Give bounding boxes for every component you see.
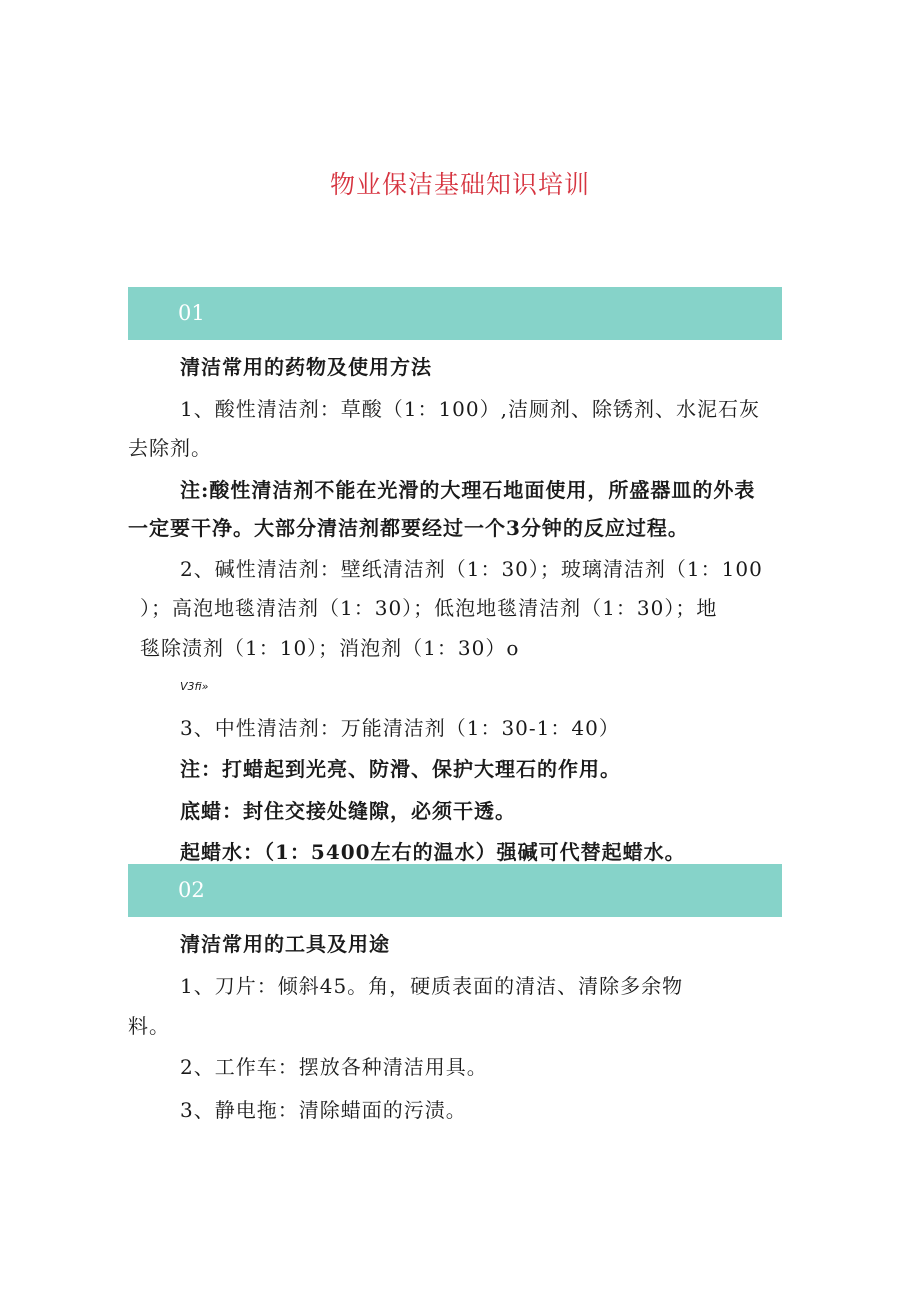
paragraph-line: 2、工作车：摆放各种清洁用具。 — [180, 1055, 488, 1079]
note-line: 注：打蜡起到光亮、防滑、保护大理石的作用。 — [180, 757, 621, 781]
note-line: 一定要干净。大部分清洁剂都要经过一个3分钟的反应过程。 — [128, 516, 689, 540]
section-number: 02 — [178, 878, 205, 902]
note-line: 底蜡：封住交接处缝隙，必须干透。 — [180, 799, 516, 823]
paragraph-line: 毯除渍剂（1：10）；消泡剂（1：30）o — [140, 636, 520, 660]
section-heading: 清洁常用的药物及使用方法 — [180, 355, 432, 379]
paragraph-line: 2、碱性清洁剂：壁纸清洁剂（1：30）；玻璃清洁剂（1：100 — [180, 557, 763, 581]
paragraph-line: 料。 — [128, 1014, 170, 1038]
section-number: 01 — [178, 301, 205, 325]
paragraph-line: ）；高泡地毯清洁剂（1：30）；低泡地毯清洁剂（1：30）；地 — [140, 596, 718, 620]
section-bar-01 — [128, 287, 782, 340]
paragraph-line: 1、刀片：倾斜45。角，硬质表面的清洁、清除多余物 — [180, 974, 684, 998]
document-title: 物业保洁基础知识培训 — [329, 170, 590, 199]
stray-mark: V3fi» — [180, 680, 209, 693]
section-bar-02 — [128, 864, 782, 917]
paragraph-line: 去除剂。 — [128, 436, 212, 460]
note-line: 起蜡水：（1：5400左右的温水）强碱可代替起蜡水。 — [180, 840, 686, 864]
section-heading: 清洁常用的工具及用途 — [180, 932, 390, 956]
paragraph-line: 1、酸性清洁剂：草酸（1：100）,洁厕剂、除锈剂、水泥石灰 — [180, 397, 760, 421]
paragraph-line: 3、中性清洁剂：万能清洁剂（1：30-1：40） — [180, 716, 620, 740]
paragraph-line: 3、静电拖：清除蜡面的污渍。 — [180, 1098, 467, 1122]
note-line: 注:酸性清洁剂不能在光滑的大理石地面使用，所盛器皿的外表 — [180, 478, 756, 502]
